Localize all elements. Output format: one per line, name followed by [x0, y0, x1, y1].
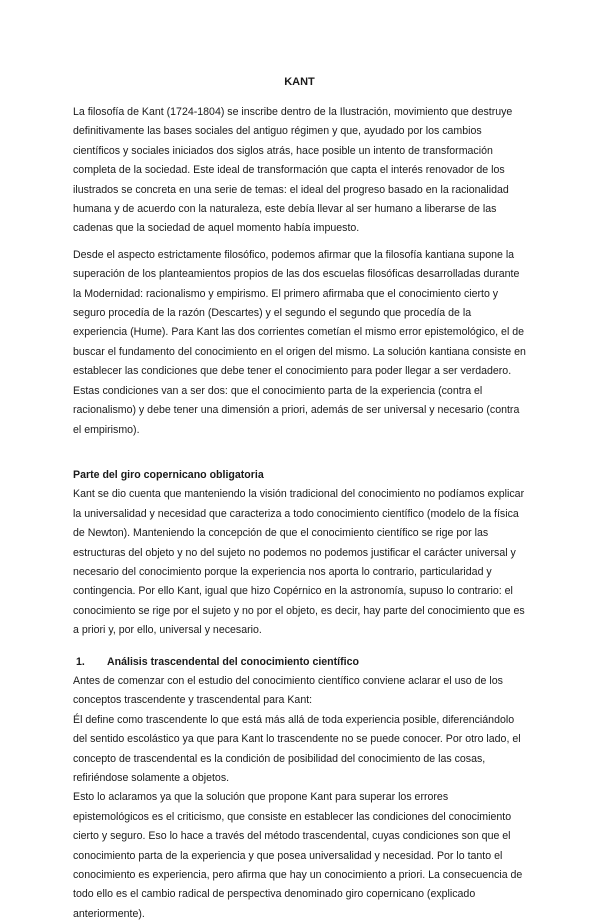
section-heading-giro-copernicano: Parte del giro copernicano obligatoria	[73, 468, 264, 481]
section-heading-analisis: Análisis trascendental del conocimiento científico	[107, 655, 359, 668]
intro-paragraph-2: Desde el aspecto estrictamente filosófico, podemos afirmar que la filosofía kantiana supone la superación de los planteamientos propios de las dos escuelas filosóficas desarrolladas durante la Modernidad: racionalismo y empirismo. El primero afirmaba que el conocimiento cierto y seguro procedía de la razón (Descartes) y el segundo el segundo que procedía de la experiencia (Hume). Para Kant las dos corrientes cometían el mismo error epistemológico, el de buscar el fundamento del conocimiento en el origen del mismo. La solución kantiana consiste en establecer las condiciones que debe tener el conocimiento para poder llegar a ser verdadero. Estas condiciones van a ser dos: que el conocimiento parta de la experiencia (contra el racionalismo) y debe tener una dimensión a priori, además de ser universal y necesario (contra el empirismo).	[73, 248, 526, 436]
analisis-paragraph-3: Esto lo aclaramos ya que la solución que propone Kant para superar los errores epistemológicos es el criticismo, que consiste en establecer las condiciones del conocimiento cierto y seguro. Eso lo hace a través del método trascendental, cuyas condiciones son que el conocimiento parta de la experiencia y que posea universalidad y necesidad. Por lo tanto el conocimiento es experiencia, pero afirma que hay un conocimiento a priori. La consecuencia de todo ello es el cambio radical de perspectiva denominado giro copernicano (explicado anteriormente).	[73, 791, 523, 920]
section-body-giro-copernicano: Kant se dio cuenta que manteniendo la visión tradicional del conocimiento no podíamos explicar la universalidad y necesidad que caracteriza a todo conocimiento científico (modelo de la física de Newton). Manteniendo la concepción de que el conocimiento científico se rige por las estructuras del objeto y no del sujeto no podemos no podemos justificar el carácter universal y necesario del conocimiento porque la experiencia nos aporta lo contrario, particularidad y contingencia. Por ello Kant, igual que hizo Copérnico en la astronomía, supuso lo contrario: el conocimiento se rige por el sujeto y no por el objeto, es decir, hay parte del conocimiento que es a priori y, por ello, universal y necesario.	[73, 488, 525, 637]
analisis-paragraph-2: Él define como trascendente lo que está más allá de toda experiencia posible, diferenciándolo del sentido escolástico ya que para Kant lo trascendente no se puede conocer. Por otro lado, el concepto de trascendental es la condición de posibilidad del conocimiento de las cosas, refiriéndose solamente a objetos.	[73, 713, 521, 784]
spacer	[73, 447, 526, 466]
analisis-paragraph-1: Antes de comenzar con el estudio del conocimiento científico conviene aclarar el uso de los conceptos trascendente y trascendental para Kant:	[73, 674, 503, 707]
document-title: KANT	[284, 76, 315, 88]
numbered-heading	[73, 653, 526, 672]
intro-paragraph-1: La filosofía de Kant (1724-1804) se inscribe dentro de la Ilustración, movimiento que destruye definitivamente las bases sociales del antiguo régimen y que, ayudado por los cambios científicos y sociales iniciados dos siglos atrás, hace posible un intento de transformación completa de la sociedad. Este ideal de transformación que capta el interés renovador de los ilustrados se concreta en una serie de temas: el ideal del progreso basado en la racionalidad humana y de acuerdo con la naturaleza, este debía llevar al ser humano a liberarse de las cadenas que la sociedad de aquel momento había impuesto.	[73, 106, 513, 235]
list-number: 1.	[76, 655, 85, 668]
